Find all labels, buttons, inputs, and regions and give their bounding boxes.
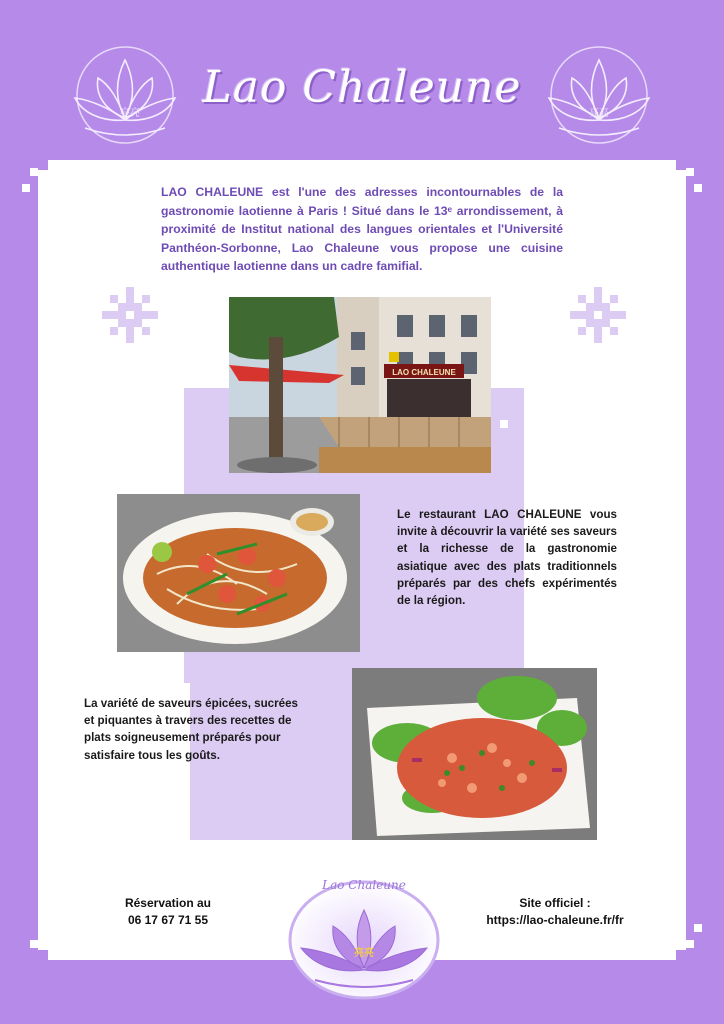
pixel-flower-left-icon [100, 285, 160, 345]
pixel-deco [516, 428, 524, 436]
pixel-deco [38, 160, 48, 170]
storefront-sign: LAO CHALEUNE [392, 368, 456, 377]
pixel-deco [694, 184, 702, 192]
pixel-deco [30, 940, 38, 948]
pixel-deco [676, 160, 686, 170]
pixel-deco [208, 798, 216, 806]
phone-number[interactable]: 06 17 67 71 55 [127, 913, 209, 927]
restaurant-logo [285, 868, 443, 1000]
pixel-deco [38, 950, 48, 960]
reservation-label: Réservation au [124, 896, 212, 910]
pixel-deco [22, 184, 30, 192]
pixel-deco [694, 924, 702, 932]
section2-paragraph: Le restaurant LAO CHALEUNE vous invite à découvrir la variété ses saveurs et la richesse de la gastronomie asiatique avec des plats traditionnels préparés par des chefs expérimentés de la région. [397, 508, 617, 608]
pixel-deco [500, 420, 508, 428]
section3-paragraph: La variété de saveurs épicées, sucrées et piquantes à travers des recettes de plats soigneusement préparés pour satisfaire tous les goûts. [84, 697, 298, 762]
storefront-photo [229, 297, 491, 473]
pixel-deco [686, 940, 694, 948]
lotus-right-glyph: 亮亮 [589, 108, 609, 119]
site-label: Site officiel : [519, 896, 591, 910]
pixel-deco [30, 168, 38, 176]
page-title: Lao Chaleune [202, 62, 522, 113]
lotus-left-glyph: 亮亮 [120, 108, 140, 119]
logo-glyph: 亮亮 [354, 948, 374, 959]
intro-paragraph: LAO CHALEUNE est l'une des adresses incontournables de la gastronomie laotienne à Paris ! Situé dans le 13ᵉ arrondissement, à proximité de Institut national des langues orientales et l'Université Panthéon-Sorbonne, Lao Chaleune vous propose une cuisine authentique laotienne dans un cadre famifial. [161, 185, 563, 274]
logo-text: Lao Chaleune [322, 878, 406, 892]
pixel-flower-right-icon [568, 285, 628, 345]
larb-salad-photo [352, 668, 597, 840]
reservation-info [108, 895, 228, 929]
website-info [470, 895, 640, 929]
site-link[interactable]: https://lao-chaleune.fr/fr [486, 913, 624, 927]
pad-thai-photo [117, 494, 360, 652]
pixel-deco [676, 950, 686, 960]
pixel-deco [686, 168, 694, 176]
pixel-deco [200, 790, 208, 798]
